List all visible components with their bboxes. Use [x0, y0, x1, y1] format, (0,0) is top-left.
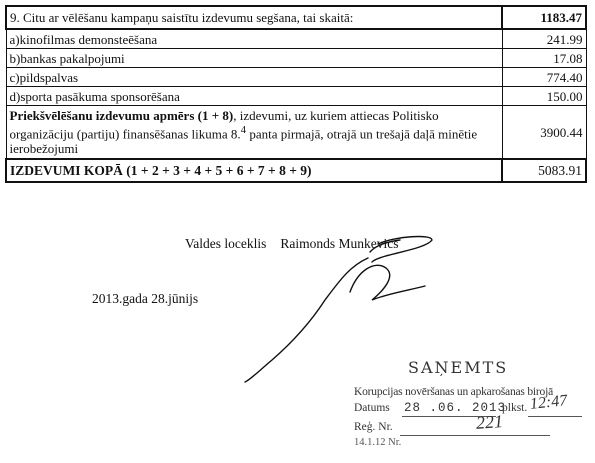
pre-text-end: panta pirmajā, otrajā un trešajā daļā minētie ierobežojumi — [9, 126, 478, 157]
row-description: 9. Citu ar vēlēšanu kampaņu saistītu izdevumu segšana, tai skaitā: — [6, 6, 502, 29]
stamp-reg-label: Reģ. Nr. — [354, 421, 393, 433]
stamp-date-label: Datums — [354, 402, 390, 414]
row-amount: 17.08 — [502, 49, 586, 68]
stamp-reg-value: 221 — [475, 411, 504, 433]
row-amount: 1183.47 — [502, 6, 586, 29]
table-row — [6, 49, 586, 68]
table-row — [6, 6, 586, 29]
stamp-reg-underline — [400, 435, 550, 436]
row-amount: 241.99 — [502, 29, 586, 49]
signatory-name: Raimonds Munkevics — [280, 236, 399, 251]
total-description: IZDEVUMI KOPĀ (1 + 2 + 3 + 4 + 5 + 6 + 7 + 8 + 9) — [6, 159, 502, 182]
table-row — [6, 87, 586, 106]
stamp-organization: Korupcijas novēršanas un apkarošanas birojā — [354, 386, 553, 398]
table-row — [6, 68, 586, 87]
pre-bold-lead: Priekšvēlēšanu izdevumu apmērs (1 + 8) — [9, 107, 234, 123]
stamp-bottom-text: 14.1.12 Nr. — [354, 437, 402, 448]
pre-text: , izdevumi, uz kuriem attiecas Politisko organizāciju (partiju) finansēšanas likuma 8. — [9, 107, 439, 142]
row-amount: 3900.44 — [502, 106, 586, 160]
stamp-title: SAŅEMTS — [408, 358, 509, 377]
row-amount: 774.40 — [502, 68, 586, 87]
document-date: 2013.gada 28.jūnijs — [92, 291, 199, 306]
table-row-total — [6, 159, 586, 182]
pre-sup: 4 — [240, 123, 247, 136]
received-stamp — [352, 358, 588, 458]
table-row — [6, 106, 586, 160]
stamp-time-underline — [528, 416, 582, 417]
row-description: c)pildspalvas — [6, 68, 502, 87]
expense-table — [5, 5, 587, 183]
stamp-date-value: 28 .06. 2013 — [404, 401, 507, 415]
row-amount: 150.00 — [502, 87, 586, 106]
total-amount: 5083.91 — [502, 159, 586, 182]
stamp-time-value: 12:47 — [529, 392, 569, 413]
stamp-time-label: plkst. — [502, 402, 528, 414]
row-description: b)bankas pakalpojumi — [6, 49, 502, 68]
signatory-role: Valdes loceklis — [185, 236, 267, 251]
table-row — [6, 29, 586, 49]
row-description — [6, 106, 502, 160]
row-description: d)sporta pasākuma sponsorēšana — [6, 87, 502, 106]
row-description: a)kinofilmas demonsteēšana — [6, 29, 502, 49]
